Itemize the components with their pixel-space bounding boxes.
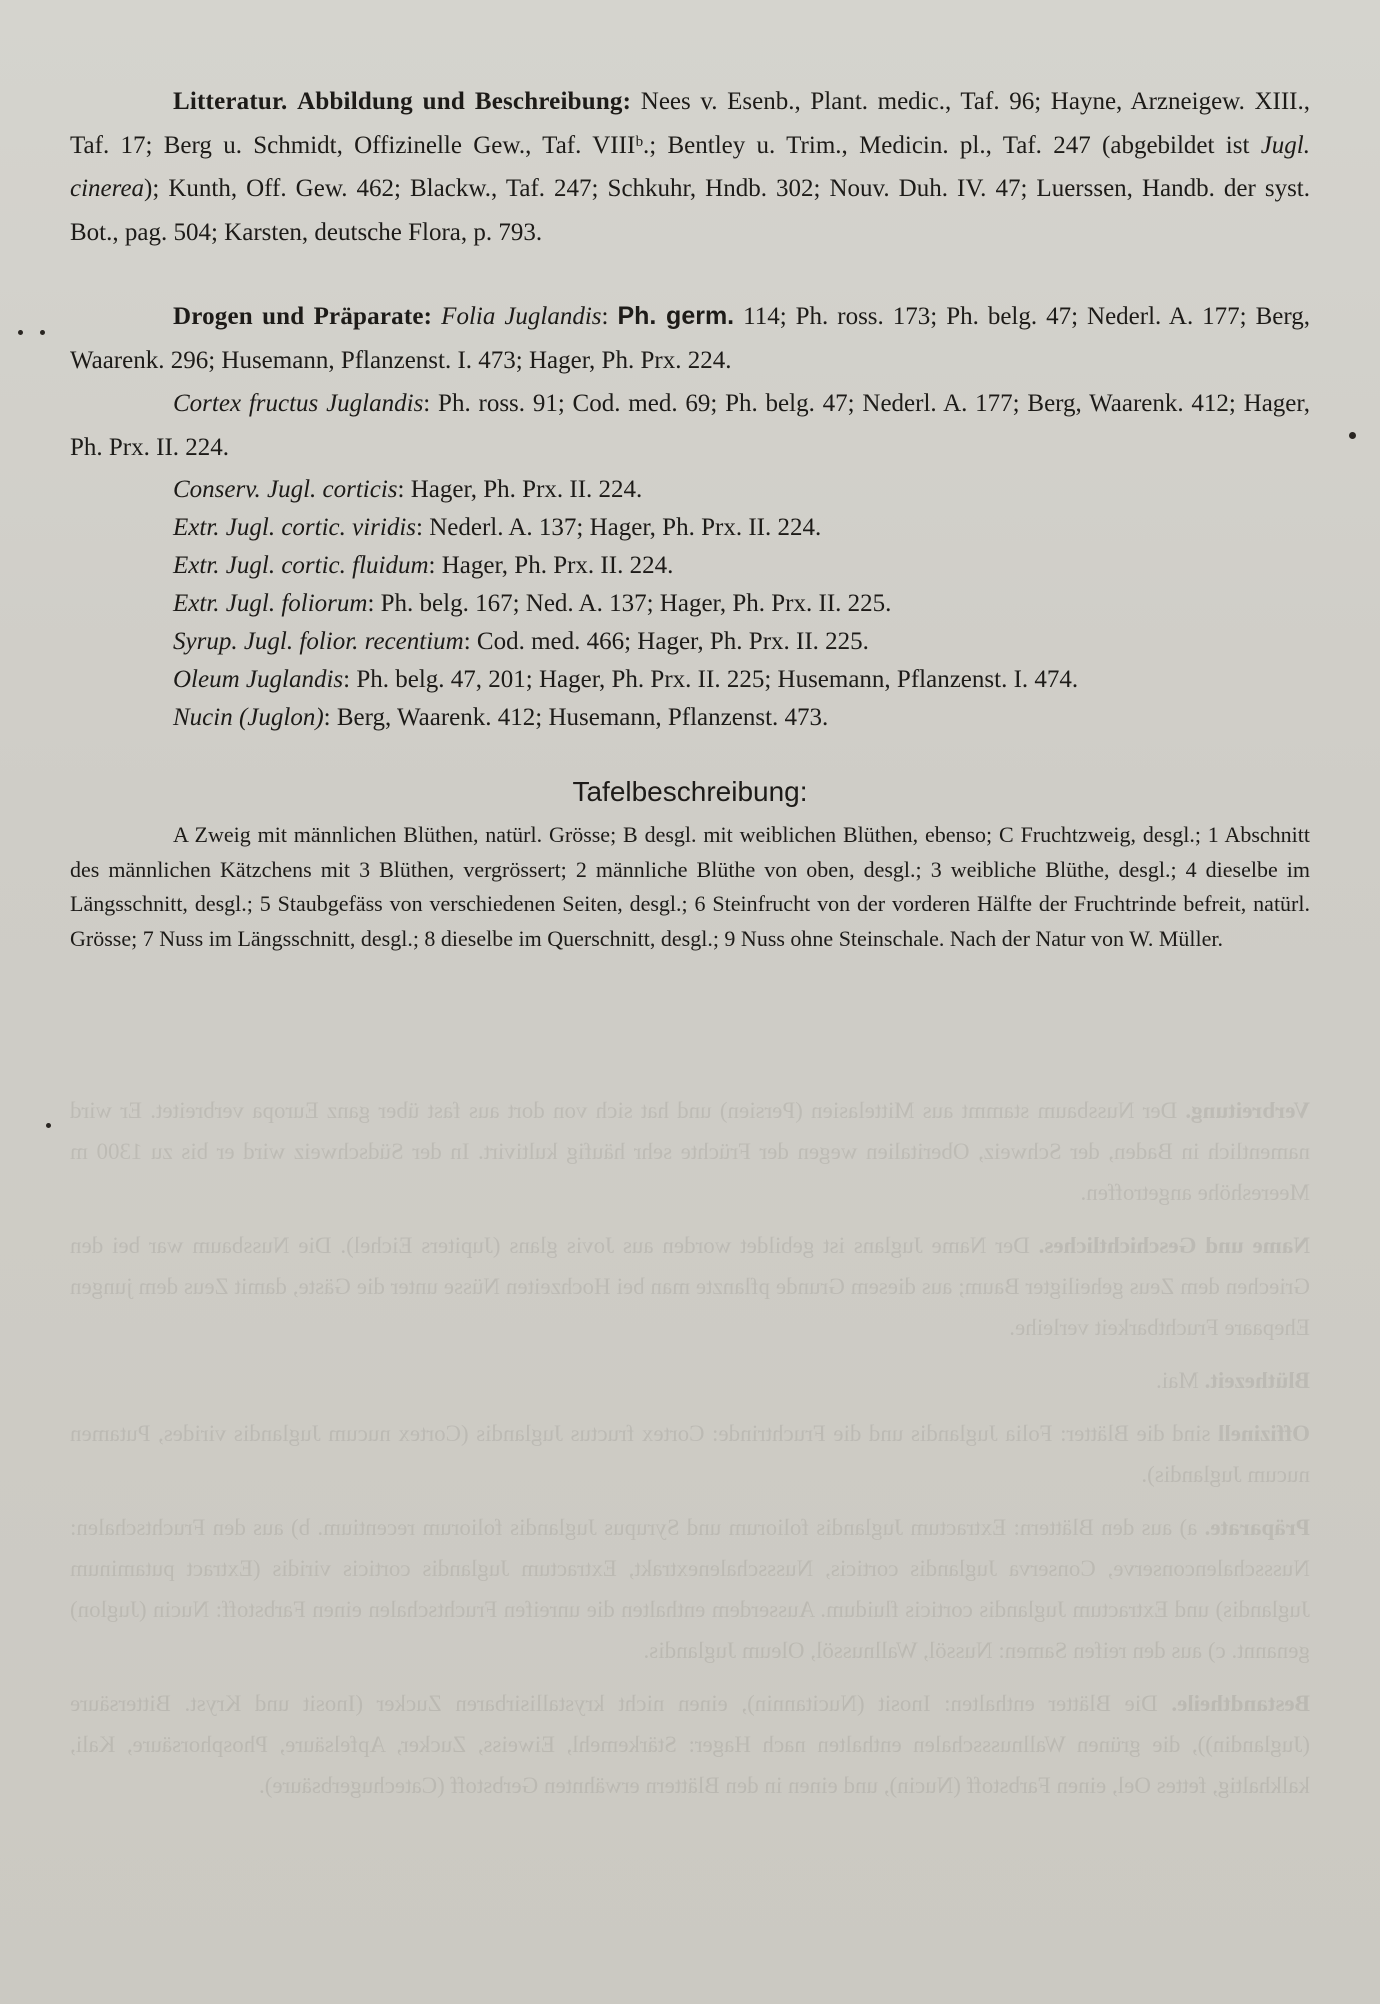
litteratur-section <box>70 80 1310 254</box>
litteratur-label: Litteratur. <box>173 88 288 115</box>
ink-dot <box>46 1123 51 1128</box>
preparation-line <box>70 661 1310 699</box>
bleed-text: Die Blätter enthalten: Inosit (Nucitannin), einen nicht krystallisirbaren Zucker (Inosit und Kryst. Bittersäure (Juglandin)), die grünen Wallnussschalen enthalten nach Hager: Stärkemehl, Eiweiss, Zucker, Apfelsäure, Phosphorsäure, Kali, kalkhaltig, fettes Oel, einen Farbstoff (Nucin), und einen in den Blättern erwähnten Gerbstoff (Catechugerbsäure). <box>70 1691 1310 1798</box>
bleed-label: Bestandtheile. <box>1171 1691 1310 1716</box>
litteratur-text-2: ); Kunth, Off. Gew. 462; Blackw., Taf. 247; Schkuhr, Hndb. 302; Nouv. Duh. IV. 47; Luerssen, Handb. der syst. Bot., pag. 504; Karsten, deutsche Flora, p. 793. <box>70 175 1310 246</box>
preparation-name: Oleum Juglandis <box>173 666 344 693</box>
bleed-paragraph <box>70 1360 1310 1401</box>
bleed-paragraph <box>70 1090 1310 1213</box>
bleed-text: sind die Blätter: Folia Juglandis und die Fruchtrinde: Cortex fructus Juglandis (Cortex nucum Juglandis virides, Putamen nucum Juglandis). <box>70 1421 1310 1487</box>
preparation-refs: : Ph. belg. 167; Ned. A. 137; Hager, Ph. Prx. II. 225. <box>367 590 892 617</box>
preparation-list <box>70 471 1310 737</box>
ink-dot <box>1349 432 1356 439</box>
cortex-text: : Ph. ross. 91; Cod. med. 69; Ph. belg. 47; Nederl. A. 177; Berg, Waarenk. 412; Hager, Ph. Prx. II. 224. <box>70 390 1310 461</box>
preparation-line <box>70 509 1310 547</box>
preparation-line <box>70 547 1310 585</box>
preparation-refs: : Nederl. A. 137; Hager, Ph. Prx. II. 224. <box>416 514 822 541</box>
bleed-label: Blüthezeit. <box>1204 1368 1310 1393</box>
preparation-name: Extr. Jugl. cortic. fluidum <box>173 552 429 579</box>
preparation-name: Conserv. Jugl. corticis <box>173 476 398 503</box>
preparation-refs: : Cod. med. 466; Hager, Ph. Prx. II. 225. <box>463 628 869 655</box>
preparation-refs: : Hager, Ph. Prx. II. 224. <box>397 476 643 503</box>
abbildung-label: Abbildung und Beschreibung: <box>297 88 632 115</box>
bleed-label: Präparate. <box>1204 1515 1310 1540</box>
bleed-text: Mai. <box>1156 1368 1199 1393</box>
bleed-paragraph <box>70 1683 1310 1806</box>
bleed-label: Name und Geschichtliches. <box>1038 1233 1310 1258</box>
tafel-description: A Zweig mit männlichen Blüthen, natürl. Grösse; B desgl. mit weiblichen Blüthen, ebenso; C Fruchtzweig, desgl.; 1 Abschnitt des männlichen Kätzchens mit 3 Blüthen, vergrössert; 2 männliche Blüthe von oben, desgl.; 3 weibliche Blüthe, desgl.; 4 dieselbe im Längsschnitt, desgl.; 5 Staubgefäss von verschiedenen Seiten, desgl.; 6 Steinfrucht von der vorderen Hälfte der Fruchtrinde befreit, natürl. Grösse; 7 Nuss im Längsschnitt, desgl.; 8 dieselbe im Querschnitt, desgl.; 9 Nuss ohne Steinschale. Nach der Natur von W. Müller. <box>70 822 1310 951</box>
drogen-section <box>70 295 1310 737</box>
bleed-label: Offizinell <box>1218 1421 1310 1446</box>
preparation-refs: : Berg, Waarenk. 412; Husemann, Pflanzenst. 473. <box>323 704 829 731</box>
bleed-label: Verbreitung. <box>1185 1098 1310 1123</box>
preparation-name: Nucin (Juglon) <box>173 704 324 731</box>
cortex-paragraph <box>70 382 1310 469</box>
bleed-text: Der Nussbaum stammt aus Mittelasien (Persien) und hat sich von dort aus fast über ganz Europa verbreitet. Er wird namentlich in Baden, der Schweiz, Oberitalien wegen der Früchte sehr häufig kultivirt. In der Südschweiz wird er bis zu 1300 m Meereshöhe angetroffen. <box>70 1098 1310 1205</box>
preparation-line <box>70 699 1310 737</box>
bleed-through-text <box>70 1090 1310 1818</box>
bleed-paragraph <box>70 1507 1310 1671</box>
bleed-paragraph <box>70 1225 1310 1348</box>
bleed-text: Der Name Juglans ist gebildet worden aus Jovis glans (Jupiters Eichel). Die Nussbaum war bei den Griechen dem Zeus geheiligter Baum; aus diesem Grunde pflanzte man bei Hochzeiten Nüsse unter die Gäste, damit Zeus dem jungen Ehepaare Fruchtbarkeit verleihe. <box>70 1233 1310 1340</box>
drogen-paragraph: Drogen und Präparate: Folia Juglandis: Ph. germ. 114; Ph. ross. 173; Ph. belg. 47; Nederl. A. 177; Berg, Waarenk. 296; Husemann, Pflanzenst. I. 473; Hager, Ph. Prx. 224. <box>70 302 1311 374</box>
folia-juglandis: Folia Juglandis <box>441 303 602 330</box>
drogen-label: Drogen und Präparate: <box>173 303 433 330</box>
preparation-name: Extr. Jugl. foliorum <box>173 590 368 617</box>
ph-germ: Ph. germ. <box>617 302 735 330</box>
preparation-refs: : Ph. belg. 47, 201; Hager, Ph. Prx. II. 225; Husemann, Pflanzenst. I. 474. <box>343 666 1079 693</box>
preparation-line <box>70 585 1310 623</box>
preparation-line <box>70 471 1310 509</box>
bleed-paragraph <box>70 1413 1310 1495</box>
litteratur-text-1: Nees v. Esenb., Plant. medic., Taf. 96; Hayne, Arzneigew. XIII., Taf. 17; Berg u. Schmidt, Offizinelle Gew., Taf. VIIIᵇ.; Bentley u. Trim., Medicin. pl., Taf. 247 (abgebildet ist <box>70 88 1310 159</box>
litteratur-italic: Jugl. cinerea <box>70 131 1310 202</box>
bleed-text: a) aus den Blättern: Extractum Juglandis foliorum und Syrupus Juglandis foliorum recentium. b) aus den Fruchtschalen: Nussschalenconserve, Conserva Juglandis corticis, Nussschalenextrakt, Extractum Juglandis corticis viridis (Extract putaminum Juglandis) und Extractum Juglandis corticis fluidum. Ausserdem enthalten die unreifen Fruchtschalen einen Farbstoff: Nucin (Juglon) genannt. c) aus den reifen Samen: Nussöl, Wallnussöl, Oleum Juglandis. <box>69 1515 1310 1663</box>
preparation-name: Syrup. Jugl. folior. recentium <box>173 628 464 655</box>
litteratur-paragraph <box>70 80 1310 254</box>
ink-dot <box>40 330 45 335</box>
preparation-line <box>70 623 1310 661</box>
preparation-name: Extr. Jugl. cortic. viridis <box>173 514 417 541</box>
cortex-label: Cortex fructus Juglandis <box>173 390 424 417</box>
tafel-title: Tafelbeschreibung: <box>572 776 808 807</box>
ink-dot <box>18 330 23 335</box>
preparation-refs: : Hager, Ph. Prx. II. 224. <box>428 552 674 579</box>
drogen-text-1: 114; Ph. ross. 173; Ph. belg. 47; Nederl. A. 177; Berg, Waarenk. 296; Husemann, Pflanzenst. I. 473; Hager, Ph. Prx. 224. <box>70 303 1311 374</box>
